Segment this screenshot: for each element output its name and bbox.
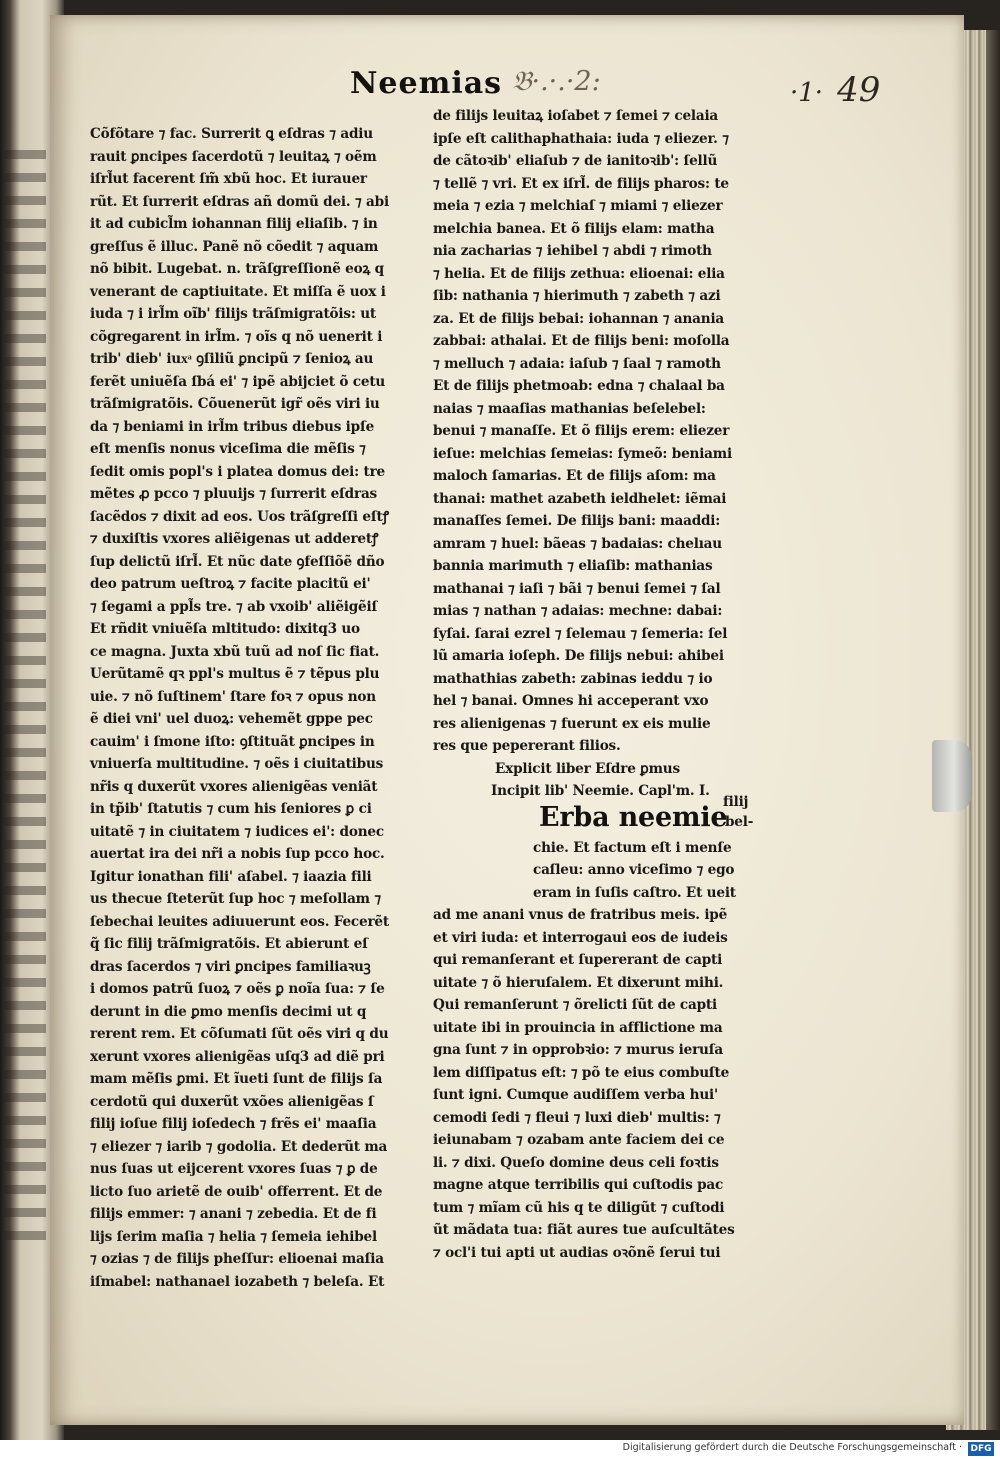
text-line: res que pepererant filios.	[433, 738, 621, 754]
footer-bar	[0, 1440, 1000, 1459]
text-line: xerunt vxores alienigẽas uſq3 ad diẽ pri	[90, 1048, 385, 1065]
text-line: cauim' i ſmone iſto: ꝯſtituãt ꝑncipes in	[90, 733, 375, 750]
text-line: ce magna. Juxta xbũ tuũ ad noſ ſic fiat.	[90, 643, 380, 660]
text-line: auertat ira dei nr̃i a nobis ſup pcco hoc.	[90, 846, 385, 862]
text-line: et viri iuda: et interrogaui eos de iudeis	[433, 929, 728, 946]
text-line: za. Et de filijs bebai: iohannan ⁊ anania	[433, 310, 725, 327]
text-line: Et rñdit vniuẽſa mltitudo: dixitq3 uo	[90, 621, 360, 637]
text-line: ſebechai leuites adiuuerunt eos. Fecerẽt	[90, 913, 389, 930]
text-line: de cãtoꝛib' eliaſub ⁊ de ianitoꝛib': ſellũ	[433, 153, 718, 169]
text-line: eram in ſuſis caſtro. Et ueit	[533, 884, 736, 901]
footer-credit: Digitalisierung gefördert durch die Deutsche Forschungsgemeinschaft ·	[622, 1442, 962, 1453]
text-line: cemodi ſedi ⁊ fleui ⁊ luxi dieb' multis: ⁊	[433, 1109, 721, 1126]
text-line: thanai: mathet azabeth ieldhelet: iẽmai	[433, 490, 727, 507]
text-line: maloch ſamarias. Et de filijs aſom: ma	[433, 468, 716, 484]
text-line: nõ bibit. Lugebat. n. trãſgreſſionẽ eoꝝ q	[90, 261, 384, 277]
text-line: qui remanſerant et ſupererant de capti	[433, 952, 723, 968]
incipit-line: Incipit lib' Neemie. Capl'm. I.	[491, 783, 710, 799]
text-line: us thecue ſteterũt ſup hoc ⁊ meſollam ⁊	[90, 891, 381, 907]
text-line: benui ⁊ manaſſe. Et õ filijs erem: eliezer	[433, 423, 730, 439]
text-line: ieiunabam ⁊ ozabam ante faciem dei ce	[433, 1132, 725, 1148]
text-line: meia ⁊ ezia ⁊ melchiaſ ⁊ miami ⁊ eliezer	[433, 198, 723, 214]
text-line: uie. ⁊ nõ ſuſtinem' ſtare foꝛ ⁊ opus non	[90, 688, 376, 705]
text-line: ipſe eſt calithaphathaia: iuda ⁊ eliezer. ⁊	[433, 130, 729, 147]
text-line: Uerũtamẽ qꝛ ppl's multus ẽ ⁊ tẽpus plu	[90, 666, 380, 682]
text-line: dras ſacerdos ⁊ viri ꝑncipes familiaꝛuꝫ	[90, 958, 371, 975]
dfg-logo-icon: DFG	[968, 1442, 994, 1456]
text-line: rauit ꝑncipes ſacerdotũ ⁊ leuitaꝝ ⁊ oẽm	[90, 148, 377, 165]
text-line: lũ amaria ioſeph. De filijs nebui: ahibei	[433, 648, 724, 664]
text-line: in tp̃ib' ſtatutis ⁊ cum his ſeniores ꝑ ci	[90, 801, 372, 817]
text-line: li. ⁊ dixi. Queſo domine deus celi foꝛtis	[433, 1154, 719, 1171]
text-line: ſib: nathania ⁊ hierimuth ⁊ zabeth ⁊ azi	[433, 288, 721, 304]
text-line: manaſſes ſemei. De filijs bani: maaddi:	[433, 513, 721, 529]
explicit-line: Explicit liber Eſdre ꝑmus	[495, 760, 680, 777]
text-line: ⁊ duxiſtis vxores aliẽigenas ut adderetꝭ	[90, 531, 379, 547]
text-line: nr̃is q duxerũt vxores alienigẽas veniãt	[90, 778, 378, 795]
text-line: ieſue: melchias ſemeias: ſymeõ: beniami	[433, 445, 732, 462]
folio-mark	[790, 70, 880, 110]
text-line: trãſmigratõis. Cõuenerũt igr̃ oẽs viri iu	[90, 396, 380, 412]
text-line: mathathias zabeth: zabinas ieddu ⁊ io	[433, 670, 713, 687]
text-line: ẽ diei vni' uel duoꝝ: vehemẽt gppe pec	[90, 711, 373, 727]
text-line: ⁊ eliezer ⁊ iarib ⁊ godolia. Et dederũt ma	[90, 1138, 388, 1155]
text-line: trib' dieb' iuxͣ ꝯſiliũ ꝑncipũ ⁊ ſenioꝝ au	[90, 351, 374, 367]
text-line: ũt mãdata tua: fiãt aures tue auſcultãtes	[433, 1222, 735, 1238]
text-line: mam mẽſis ꝑmi. Et ĩueti ſunt de filijs ſa	[90, 1071, 383, 1087]
binding-shadow	[986, 30, 1000, 1430]
text-line: greſſus ẽ illuc. Panẽ nõ cõedit ⁊ aquam	[90, 238, 379, 255]
text-line: gna ſunt ⁊ in opprobꝛio: ⁊ murus ieruſa	[433, 1042, 723, 1058]
text-line: ⁊ tellẽ ⁊ vri. Et ex iſrl̃. de filijs pharos: te	[433, 175, 729, 192]
text-line: bannia marimuth ⁊ eliaſib: mathanias	[433, 558, 713, 574]
text-line: cõgregarent in irl̃m. ⁊ oĩs q nõ uenerit i	[90, 328, 383, 345]
folio-number: 49	[837, 70, 881, 110]
text-line: derunt in die ꝑmo menſis decimi ut q	[90, 1003, 367, 1020]
text-line: mias ⁊ nathan ⁊ adaias: mechne: dabai:	[433, 603, 723, 619]
text-line: ad me anani vnus de fratribus meis. ipẽ	[433, 907, 728, 923]
text-line: Igitur ionathan fili' aſabel. ⁊ iaazia fili	[90, 868, 372, 885]
text-line: ⁊ ozias ⁊ de filijs pheſſur: elioenai maſia	[90, 1251, 384, 1267]
text-line: ſacẽdos ⁊ dixit ad eos. Uos trãſgreſſi eſtꝭ	[90, 508, 389, 525]
folio-prefix: ·1·	[790, 78, 824, 108]
text-line: melchia banea. Et õ filijs elam: matha	[433, 220, 715, 237]
text-line: iuda ⁊ i irl̃m oĩb' filijs trãſmigratõis: ut	[90, 306, 376, 322]
text-line: licto ſuo arietẽ de ouib' offerrent. Et de	[90, 1183, 383, 1200]
text-line: eſt menſis nonus viceſima die mẽſis ⁊	[90, 441, 366, 457]
text-line: nus ſuas ut eijcerent vxores ſuas ⁊ ꝑ de	[90, 1161, 378, 1177]
text-line: ſedit omis popl's i platea domus dei: tre	[90, 463, 385, 480]
right-text-column	[433, 105, 768, 1264]
text-line: naias ⁊ maaſias mathanias beſelebel:	[433, 400, 706, 417]
left-text-column	[90, 123, 425, 1293]
text-line: amram ⁊ huel: bãeas ⁊ badaias: chelıau	[433, 535, 722, 552]
running-head: Neemias	[350, 66, 503, 101]
text-line: ſup delictũ iſrl̃. Et nũc date ꝯfeſſiõẽ dño	[90, 553, 385, 570]
text-line: ferẽt uniuẽſa ſbá ei' ⁊ ipẽ abijciet õ cetu	[90, 373, 386, 390]
text-line: venerant de captiuitate. Et miſſa ẽ uox i	[90, 283, 386, 300]
text-line: ſyſai. ſarai ezrel ⁊ ſelemau ⁊ ſemeria: ſel	[433, 625, 728, 642]
text-line: de filijs leuitaꝝ ioſabet ⁊ ſemei ⁊ celaia	[433, 108, 719, 124]
chapter-heading: Erba neemie	[539, 801, 728, 833]
text-line: q̃ ſic filij trãſmigratõis. Et abierunt eſ	[90, 936, 368, 952]
text-line: filij ioſue filij ioſedech ⁊ frẽs ei' maaſia	[90, 1116, 377, 1132]
text-line: chie. Et factum eſt i menſe	[533, 839, 732, 856]
text-line: lem diſſipatus eſt: ⁊ põ te eius combuſte	[433, 1064, 730, 1081]
text-line: rũt. Et ſurrerit eſdras añ domũ dei. ⁊ abi	[90, 193, 389, 210]
text-line: cerdotũ qui duxerũt vxões alienigẽas ſ	[90, 1093, 374, 1110]
text-line: it ad cubicl̃m iohannan filij eliaſib. ⁊ in	[90, 216, 378, 232]
heading-side-word: filij	[723, 793, 749, 810]
text-line: ſunt igni. Cumque audiſſem verba hui'	[433, 1087, 718, 1103]
text-line: ⁊ helia. Et de filijs zethua: elioenai: elia	[433, 265, 725, 282]
text-line: uitate ⁊ õ hieruſalem. Et dixerunt mihi.	[433, 974, 724, 991]
text-line: uitatẽ ⁊ in ciuitatem ⁊ iudices ei': donec	[90, 823, 384, 840]
text-line: ⁊ melluch ⁊ adaia: iaſub ⁊ ſaal ⁊ ramoth	[433, 355, 721, 372]
text-line: caſleu: anno viceſimo ⁊ ego	[533, 862, 735, 878]
text-line: da ⁊ beniami in irl̃m tribus diebus ipſe	[90, 418, 375, 435]
text-line: vniuerſa multitudine. ⁊ oẽs i ciuitatibus	[90, 756, 384, 772]
text-line: iſrl̃ut facerent ſm̃ xbũ hoc. Et iurauer	[90, 171, 367, 187]
text-line: uitate ibi in prouincia in afflictione ma	[433, 1019, 723, 1036]
page-clip	[932, 740, 972, 812]
text-line: Qui remanſerunt ⁊ õrelicti ſũt de capti	[433, 997, 717, 1013]
text-line: filijs emmer: ⁊ anani ⁊ zebedia. Et de fi	[90, 1206, 377, 1222]
text-line: zabbai: athalai. Et de filijs beni: moſolla	[433, 333, 730, 349]
text-line: i domos patrũ ſuoꝝ ⁊ oẽs ꝑ noĩa ſua: ⁊ ſe	[90, 981, 385, 997]
text-line: ⁊ ocl'i tui apti ut audias oꝛõnẽ ſerui tui	[433, 1244, 721, 1261]
text-line: mathanai ⁊ iaſi ⁊ bãi ⁊ benui ſemei ⁊ ſal	[433, 580, 721, 597]
text-line: lijs ſerim maſia ⁊ helia ⁊ ſemeia iehibel	[90, 1228, 377, 1245]
text-line: nia zacharias ⁊ iehibel ⁊ abdi ⁊ rimoth	[433, 243, 712, 259]
text-line: magne atque terribilis qui cuſtodis pac	[433, 1177, 724, 1193]
text-line: deo patrum ueſtroꝝ ⁊ facite placitũ ei'	[90, 576, 371, 592]
text-line: rerent rem. Et cõſumati ſũt oẽs viri q du	[90, 1026, 389, 1042]
text-line: hel ⁊ banai. Omnes hi acceperant vxo	[433, 693, 709, 709]
text-line: iſmabel: nathanael iozabeth ⁊ beleſa. Et	[90, 1273, 385, 1290]
text-line: mẽtes ꝓ pcco ⁊ pluuijs ⁊ ſurrerit eſdras	[90, 486, 378, 502]
text-line: res alienigenas ⁊ fuerunt ex eis mulie	[433, 715, 711, 732]
text-line: Et de filijs phetmoab: edna ⁊ chalaal ba	[433, 378, 725, 394]
text-line: Cõfõtare ⁊ fac. Surrerit ꝗ eſdras ⁊ adiu	[90, 126, 373, 142]
text-line: tum ⁊ mĩam cũ his q te diligũt ⁊ cuſtodi	[433, 1199, 725, 1216]
heading-side-word: bel-	[725, 813, 754, 830]
previous-page-text-ghost	[4, 150, 46, 1250]
text-line: ⁊ ſegami a ppl̃s tre. ⁊ ab vxoib' aliẽigẽiſ	[90, 598, 378, 615]
heading-row	[433, 793, 768, 837]
handwritten-annotation: 𝔅·.·.·2:	[512, 66, 601, 97]
